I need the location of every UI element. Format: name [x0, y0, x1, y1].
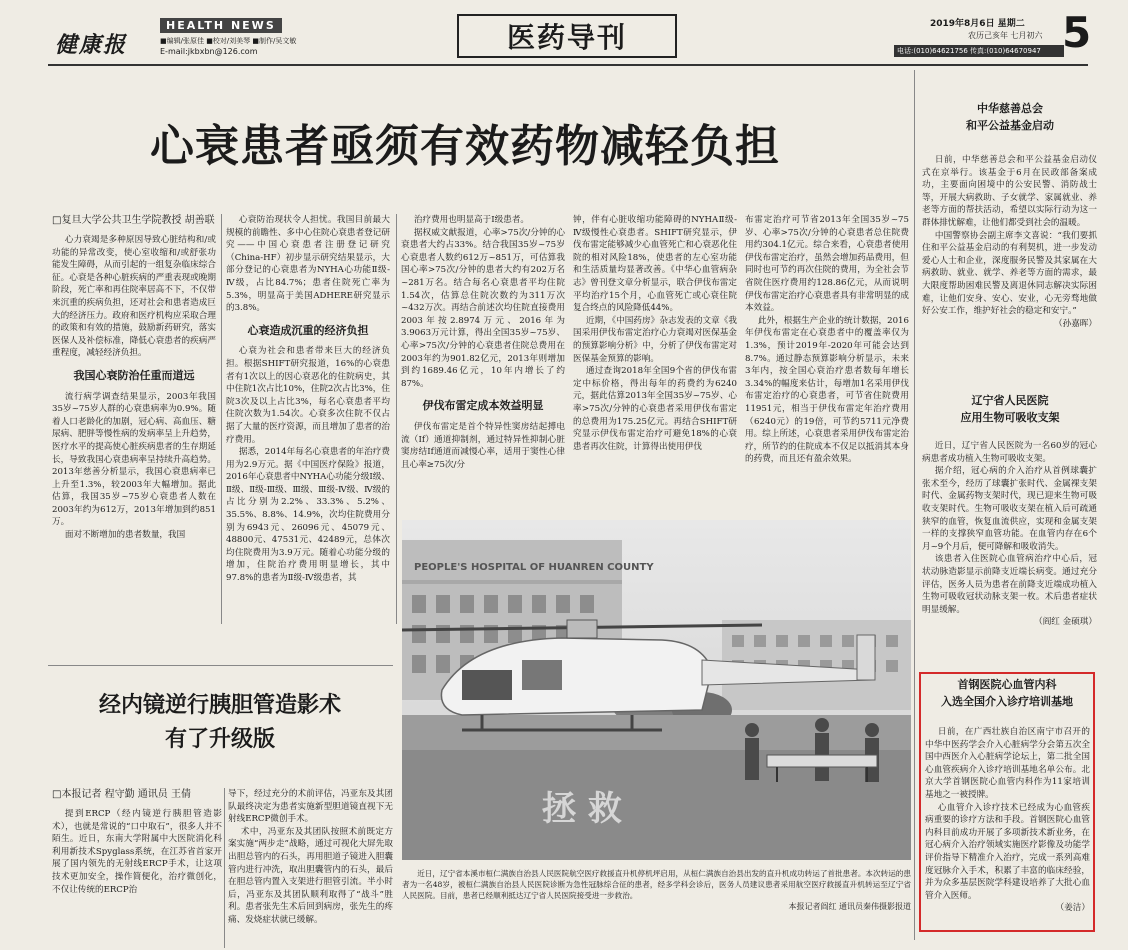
sidebar-divider — [914, 70, 915, 940]
second-article-headline — [50, 688, 390, 756]
page-number: 5 — [1062, 8, 1092, 57]
title-line: 和平公益基金启动 — [966, 119, 1054, 132]
paragraph: 日前，在广西壮族自治区南宁市召开的中华中医药学会介入心脏病学分会第五次全国中西医介入心脏病学论坛上，第二批全国心血管疾病介入诊疗培训基地名单公布。北京大学首钢医院心血管内科作为11家培训基地之一被授牌。 — [925, 727, 1090, 800]
paragraph: 通过查询2018年全国9个省的伊伐布雷定中标价格，得出每年的药费约为6240元，据此估算2013年全国35岁~75岁、心率>75次/分钟的心衰患者采用伊伐布雷定的总费用为175.25亿元。再结合SHIFT研究显示伊伐布雷定治疗可避免18%的心衰患者再次住院，计算得出使用伊伐 — [573, 366, 737, 452]
main-article-col-5 — [745, 214, 909, 514]
paragraph: 心血管介入诊疗技术已经成为心血管疾病重要的诊疗方法和手段。首钢医院心血管内科目前成功开展了多项新技术新业务，在冠心病介入治疗领域实施医疗影像及功能学评价指导下精准介入治疗，完成一系列高难度冠脉介入手术，积累了丰富的临床经验，并为众多基层医院学科建设培养了大批心血管介入医师。 — [925, 802, 1090, 901]
paragraph: 日前，中华慈善总会和平公益基金启动仪式在京举行。该基金于6月在民政部备案成功，主要面向困境中的公安民警、消防战士等，开展大病救助、子女就学、家属就业、养老等方面的帮扶活动，希望以实际行动为这一群体排忧解难，让他们都受到社会的温暖。 — [922, 155, 1097, 228]
main-article-col-3 — [401, 214, 565, 514]
sidebar-article-2 — [922, 440, 1097, 660]
title-line: 应用生物可吸收支架 — [960, 411, 1060, 424]
paragraph: 近日，辽宁省人民医院为一名60岁的冠心病患者成功植入生物可吸收支架。 — [922, 441, 1097, 464]
paragraph: 该患者入住医院心血管病治疗中心后，冠状动脉造影显示前降支近端长病变。通过充分评估，医务人员为患者在前降支近端成功植入生物可吸收冠状动脉支架一枚。术后患者症状明显缓解。 — [922, 554, 1097, 615]
paragraph: 据悉，2014年每名心衰患者的年治疗费用为2.9万元。据《中国医疗保险》报道，2016年心衰患者中NYHA心功能分级Ⅰ级、Ⅱ级、Ⅱ级-Ⅲ级、Ⅲ级、Ⅲ级-Ⅳ级、Ⅳ级的占比分别为2.2%、33.3%、5.2%、35.5%、8.8%、14.9%，次均住院费用分别为6943元、26096元、45079元、48800元、47531元、42489元，总体次均住院费用为3.9万元。随着心功能分级的增加，住院治疗费用明显增长，其中97.8%的患者为Ⅱ级-Ⅳ级患者，其 — [226, 447, 390, 584]
title-line: 入选全国介入诊疗培训基地 — [941, 695, 1073, 708]
column-divider — [224, 788, 225, 948]
title-line: 中华慈善总会 — [977, 102, 1043, 115]
helicopter-photo-illustration — [402, 520, 911, 860]
paragraph: 导下，经过充分的术前评估，冯亚东及其团队最终决定为患者实施新型胆道镜直视下无射线ERCP微创手术。 — [228, 789, 393, 825]
photo-credit: 本报记者阎红 通讯员秦伟摄影报道 — [788, 902, 911, 911]
second-article-col-1 — [52, 788, 222, 948]
column-divider — [396, 214, 397, 624]
paragraph: 流行病学调查结果显示，2003年我国35岁~75岁人群的心衰患病率为0.9%。随着人口老龄化的加剧，冠心病、高血压、糖尿病、肥胖等慢性病的发病率呈上升趋势，医疗水平的提高使心脏疾病患者的生存期延长，导致我国心衰患病率呈持续升高趋势。2013年慈善分析显示，我国心衰患病率已上升至1.3%，较2003年大幅增加。据此估算，我国35岁~75岁心衰患者人数在2003年约为612万，2013年增加到约851万。 — [52, 391, 216, 528]
svg-text:拯 救: 拯 救 — [542, 789, 622, 829]
hospital-sign: PEOPLE'S HOSPITAL OF HUANREN COUNTY — [414, 562, 654, 573]
main-article-col-2 — [226, 214, 390, 624]
paragraph: 据介绍，冠心病的介入治疗从首例球囊扩张术至今，经历了球囊扩张时代、金属裸支架时代、金属药物支架时代，现已迎来生物可吸收支架时代。生物可吸收支架在植入后可疏通狭窄的血管，恢复血流供应，实现和金属支架一样的支撑狭窄血管功能。在血管内存在6个月~9个月后，便可降解和吸收消失。 — [922, 466, 1097, 552]
paragraph: 近期，《中国药房》杂志发表的文章《我国采用伊伐布雷定治疗心力衰竭对医保基金的预算影响分析》中，分析了伊伐布雷定对医保基金预算的影响。 — [573, 315, 737, 364]
header-rule — [48, 64, 1088, 66]
headline-line-1: 经内镜逆行胰胆管造影术 — [98, 692, 341, 718]
subheading: 伊伐布雷定成本效益明显 — [422, 399, 544, 413]
author-sign: （姜洁） — [1055, 903, 1090, 914]
sidebar-headline-1 — [920, 100, 1100, 134]
subheading: 我国心衰防治任重而道远 — [73, 368, 195, 382]
lunar-date: 农历己亥年 七月初六 — [968, 31, 1043, 40]
newspaper-logo: 健康报 — [55, 32, 128, 58]
paragraph: 提到ERCP（经内镜逆行胰胆管造影术），也就是常说的“口中取石”，很多人并不陌生。近日，东南大学附属中大医院消化科利用新技术Spyglass系统，在江苏省首家开展了国内领先的无射线ERCP手术，让这项技术更加安全，操作简便化，治疗微创化，不仅让传统的ERCP治 — [52, 809, 222, 895]
english-tag: HEALTH NEWS — [160, 18, 282, 33]
sidebar-headline-2 — [920, 392, 1100, 426]
phone-line: 电话:(010)64621756 传真:(010)64670947 — [894, 45, 1064, 57]
subheading: 心衰造成沉重的经济负担 — [247, 323, 369, 337]
headline-line-2: 有了升级版 — [164, 726, 275, 752]
section-divider — [48, 665, 393, 666]
paragraph: 伊伐布雷定是首个特异性窦房结起搏电流（If）通道抑制剂，通过特异性抑制心脏窦房结If通道而减慢心率，适用于窦性心律且心率≥75次/分 — [401, 421, 565, 470]
helicopter-photo — [402, 520, 911, 860]
section-title: 医药导刊 — [457, 14, 677, 58]
paragraph: 据权威文献报道，心率>75次/分钟的心衰患者大约占33%。结合我国35岁~75岁心衰患者人数约612万~851万，可估算我国心率>75次/分钟的患者大约有202万名~281万名。结合每名心衰患者平均住院1.54次，估算总住院次数约为311万次~432万次。再结合前述次均住院直接费用2003年按2.8974万元、2016年为3.9063万元计算，得出全国35岁~75岁、心率>75次/分钟的心衰患者住院总费用在2003年约为901.82亿元，2013年则增加到约1689.46亿元，10年内增长了约87%。 — [401, 227, 565, 389]
paragraph: 中国警察协会副主席李文喜说：“我们要抓住和平公益基金启动的有利契机，进一步发动爱心人士和企业，深度服务民警及其家属在大病救助、就业、就学、养老等方面的需求，最大限度帮助困难民警及离退休同志解决实际困难，让他们安身、安心、安业，心无旁骛地做好公安工作，维护好社会的稳定和安宁。” — [922, 230, 1097, 317]
masthead — [0, 0, 1128, 68]
paragraph: 术中，冯亚东及其团队按照术前既定方案实施“两步走”战略，通过可视化大屏先取出胆总管内的石头，再用胆道子镜进入胆囊管内进行冲洗，取出胆囊管内的石头，最后在胆总管内置入支架进行胆管引流。半小时后，冯亚东及其团队顺利取得了“战斗”胜利。患者张先生术后回到病房，张先生的疼痛、发烧症状就已缓解。 — [228, 826, 393, 925]
paragraph: 此外，根据生产企业的统计数据，2016年伊伐布雷定在心衰患者中的覆盖率仅为1.3%，预计2019年-2020年可能会达到8.7%。通过静态预算影响分析显示，未来3年内，按全国心衰治疗患者数每年增长3.34%的幅度来估计，每增加1名采用伊伐布雷定治疗的心衰患者，可节省住院费用11951元，相当于伊伐布雷定年治疗费用（6240元）的19倍，可节约5711元净费用。综上所述，心衰患者采用伊伐布雷定治疗，所节约的住院成本不仅足以抵消其本身的药费，而且还有盈余效果。 — [745, 315, 909, 465]
main-headline: 心衰患者亟须有效药物减轻负担 — [150, 121, 780, 172]
paragraph: 心力衰竭是多种原因导致心脏结构和/或功能的异常改变，使心室收缩和/或舒张功能发生障碍，从而引起的一组复杂临床综合征。心衰是各种心脏疾病的严重表现或晚期阶段，死亡率和再住院率居高不下，不仅带来沉重的疾病负担，还对社会和患者造成巨大的经济压力。政府和医疗机构应采取合理的政策和有效的措施，鼓励新药研究，落实医保人及补偿标准，降低心衰患者的疾病严重程度，减轻经济负担。 — [52, 235, 216, 359]
title-line: 辽宁省人民医院 — [971, 394, 1049, 407]
title-line: 首钢医院心血管内科 — [957, 678, 1057, 691]
sidebar-article-3 — [925, 726, 1090, 926]
paragraph: 治疗费用也明显高于Ⅰ级患者。 — [413, 215, 530, 225]
sidebar-headline-3 — [919, 676, 1095, 710]
issue-date: 2019年8月6日 星期二 — [930, 19, 1025, 29]
paragraph: 面对不断增加的患者数量，我国 — [64, 530, 186, 541]
paragraph: 布雷定治疗可节省2013年全国35岁~75岁、心率>75次/分钟的心衰患者总住院费用约304.1亿元。综合来看，心衰患者使用伊伐布雷定治疗，虽然会增加药品费用，但同时也可节约再次住院的费用，为全社会节省院住医疗费用约128.86亿元，从而说明伊伐布雷定治疗心衰患者具有非常明显的成本效益。 — [745, 215, 909, 314]
column-divider — [221, 214, 222, 624]
sidebar-article-1 — [922, 154, 1097, 368]
paragraph: 钟，伴有心脏收缩功能障碍的NYHAⅡ级-Ⅳ级慢性心衰患者。SHIFT研究显示，伊伐布雷定能够减少心血管死亡和心衰恶化住院的相对风险18%，使患者的左心室功能和生活质量均显著改善。《中华心血管病杂志》曾刊登文章分析显示，联合伊伐布雷定平均治疗15个月，心血管死亡或心衰住院复合终点的风险降低44%。 — [573, 215, 737, 314]
second-byline: □本报记者 程守勤 通讯员 王倩 — [52, 789, 191, 800]
email-line: E-mail:jkbxbn@126.com — [160, 47, 258, 56]
author-sign: （阎红 金硕琪） — [1034, 617, 1097, 628]
photo-caption — [402, 868, 911, 912]
second-article-col-2 — [228, 788, 393, 948]
paragraph: 心衰防治现状令人担忧。我国目前最大规模的前瞻性、多中心住院心衰患者登记研究——中国心衰患者注册登记研究（China-HF）初步显示研究结果显示，大部分登记的心衰患者为NYHA心功能Ⅱ级-Ⅳ级，占比84.7%；患者住院死亡率为5.3%，明显高于美国ADHERE研究显示的3.8%。 — [226, 215, 390, 314]
caption-text: 近日，辽宁省本溪市桓仁满族自治县人民医院航空医疗救援直升机停机坪启用，从桓仁满族自治县出发的直升机成功转运了首批患者。本次转运的患者为一名48岁，被桓仁满族自治县人民医院诊断为急性冠脉综合征的患者，经多学科会诊后，医务人员建议患者采用航空医疗救援直升机转运至辽宁省人民医院。目前，患者已经顺利抵达辽宁省人民医院接受进一步救治。 — [402, 869, 911, 900]
staff-line: ■编辑/张原佳 ■校对/刘美琴 ■制作/吴文敏 — [160, 37, 297, 45]
paragraph: 心衰为社会和患者带来巨大的经济负担。根据SHIFT研究报道，16%的心衰患者有1次以上的因心衰恶化的住院病史，其中住院1次占比10%，住院2次占比3%，住院3次及以上占比3%，每名心衰患者平均住院次数为1.54次。心衰多次住院不仅占据了大量的医疗资源，而且增加了患者的治疗费用。 — [226, 346, 390, 445]
main-byline: □复旦大学公共卫生学院教授 胡善联 — [52, 215, 215, 226]
main-article-col-4 — [573, 214, 737, 514]
main-article-col-1 — [52, 214, 216, 624]
author-sign: （孙嘉晖） — [1054, 318, 1097, 329]
